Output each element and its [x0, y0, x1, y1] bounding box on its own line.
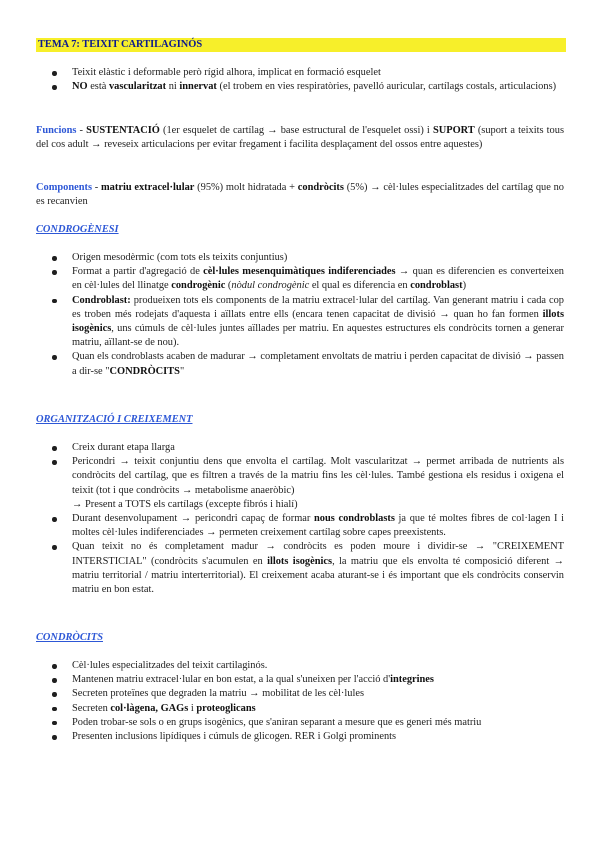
components-paragraph: Components - matriu extracel·lular (95%) molt hidratada + condròcits (5%) → cèl·lules especialitzades del cartílag que no es recanvien: [36, 182, 564, 208]
list-item: Cèl·lules especialitzades del teixit cartilaginós.: [36, 659, 564, 673]
section-heading-organitzacio: ORGANITZACIÓ I CREIXEMENT: [36, 414, 193, 425]
list-item: Condroblast: produeixen tots els components de la matriu extracel·lular del cartílag. Van generant matriu i cada cop es troben més rodejats d'aquesta i aïllats entre ells (encara tenen capacitat de divisió → quan ho fan formen illots isogènics, uns cúmuls de cèl·lules juntes aïllades per matriu. En aquestes estructures els condròcits tornen a generar matriu, aïllant-se de nou).: [36, 294, 564, 351]
list-item: Pericondri → teixit conjuntiu dens que envolta el cartílag. Molt vascularitzat → permet arribada de nutrients als condròcits del cartílag, que es filtren a través de la matriu fins les cèl·lules. També gestiona els residus i oxigena el teixit (tot i que condròcits → metabolisme anaeròbic) → Present a TOTS els cartílags (excepte fibrós i hialí): [36, 455, 564, 512]
list-item: Quan els condroblasts acaben de madurar → completament envoltats de matriu i perden capacitat de divisió → passen a dir-se "CONDRÒCITS": [36, 350, 564, 378]
section-heading-condrocits: CONDRÒCITS: [36, 632, 103, 643]
list-item: Durant desenvolupament → pericondri capaç de formar nous condroblasts ja que té moltes fibres de col·lagen I i moltes cèl·lules indiferenciades → permeten creixement cartílag sobre capes preexistents.: [36, 512, 564, 540]
page-title: TEMA 7: TEIXIT CARTILAGINÓS: [36, 38, 566, 52]
section-heading-condrogenesi: CONDROGÈNESI: [36, 224, 119, 235]
list-item: Format a partir d'agregació de cèl·lules mesenquimàtiques indiferenciades → quan es diferencien es converteixen en cèl·lules del llinatge condrogènic (nòdul condrogènic el qual es diferencia en condroblast): [36, 265, 564, 293]
list-item: Creix durant etapa llarga: [36, 441, 564, 455]
list-item: NO està vascularitzat ni innervat (el trobem en vies respiratòries, pavelló auricular, cartílags costals, articulacions): [36, 80, 564, 94]
funcions-label: Funcions: [36, 125, 77, 136]
list-item: Origen mesodèrmic (com tots els teixits conjuntius): [36, 251, 564, 265]
condrocits-list: [36, 659, 564, 744]
list-item: Poden trobar-se sols o en grups isogènics, que s'aniran separant a mesure que es generi més matriu: [36, 716, 564, 730]
funcions-paragraph: Funcions - SUSTENTACIÓ (1er esquelet de cartílag → base estructural de l'esquelet ossi) i SUPORT (suport a teixits tous del cos adult → reveseix articulacions per evitar fregament i facilita desplaçament del ossos entre aquestes): [36, 125, 564, 151]
list-item: Secreten proteïnes que degraden la matriu → mobilitat de les cèl·lules: [36, 687, 564, 701]
organitzacio-list: [36, 441, 564, 597]
condrogenesi-list: [36, 251, 564, 379]
intro-list: [36, 66, 564, 94]
list-item: Teixit elàstic i deformable però rígid alhora, implicat en formació esquelet: [36, 66, 564, 80]
list-item: Presenten inclusions lipídiques i cúmuls de glicogen. RER i Golgi prominents: [36, 730, 564, 744]
list-item: Mantenen matriu extracel·lular en bon estat, a la qual s'uneixen per l'acció d'integrines: [36, 673, 564, 687]
components-label: Components: [36, 182, 93, 193]
list-item: Secreten col·làgena, GAGs i proteoglicans: [36, 702, 564, 716]
list-item: Quan teixit no és completament madur → condròcits es poden moure i dividir-se → "CREIXEMENT INTERSTICIAL" (condròcits s'acumulen en illots isogènics, la matriu que els envolta té composició diferent → matriu territorial / matriu interterritorial). El creixement acaba aturant-se i és important que els condròcits conservin matriu en bon estat.: [36, 540, 564, 597]
